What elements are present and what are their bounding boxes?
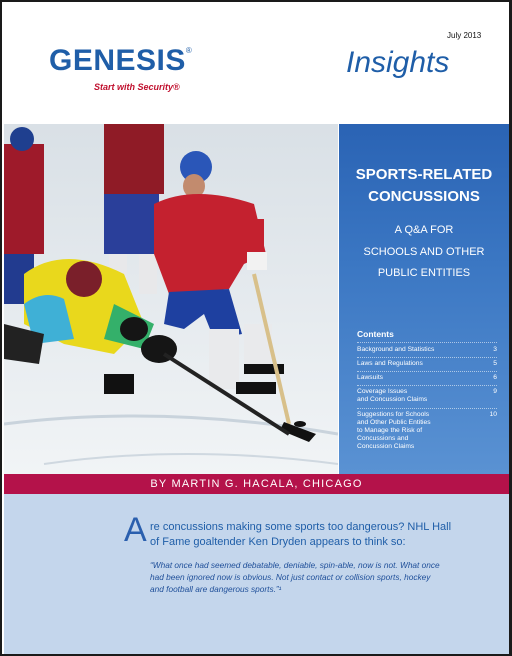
toc-item-page: 3 <box>493 346 497 353</box>
author-byline: BY MARTIN G. HACALA, CHICAGO <box>150 478 363 490</box>
toc-item[interactable] <box>357 388 497 404</box>
cover-subtitle-line-2: SCHOOLS AND OTHER <box>363 245 485 258</box>
logo-registered-mark: ® <box>185 46 192 55</box>
logo-wordmark: GENESIS <box>49 44 186 77</box>
toc-item-label: Lawsuits <box>357 374 384 381</box>
tagline: Start with Security® <box>94 82 180 92</box>
cover-title-line-1: SPORTS-RELATED <box>355 166 493 183</box>
toc-item-label: and Concussion Claims <box>357 396 428 403</box>
publication-title: Insights <box>346 46 450 79</box>
pull-quote: “What once had seemed debatable, deniable, spin-able, now is not. What once had been ignored now is obvious. Not just contact or collision sports, hockey and football are dangerous sports.”¹ <box>150 560 440 594</box>
cover-subtitle-line-1: A Q&A FOR <box>394 224 454 236</box>
hockey-photo <box>4 124 338 474</box>
toc-divider <box>357 357 497 358</box>
genesis-logo <box>49 46 192 76</box>
toc-item-page: 10 <box>489 411 497 418</box>
toc-divider <box>357 385 497 386</box>
byline-bar <box>4 474 509 494</box>
intro-panel <box>4 494 509 656</box>
toc-item[interactable] <box>357 360 497 368</box>
toc-item-label: Concussion Claims <box>357 443 415 450</box>
toc-item-page: 9 <box>493 388 497 395</box>
cover-panel <box>339 124 509 474</box>
cover-subtitle <box>339 220 509 285</box>
cover-subtitle-line-3: PUBLIC ENTITIES <box>377 267 471 279</box>
toc-divider <box>357 342 497 343</box>
intro-line-2: of Fame goaltender Ken Dryden appears to think so: <box>150 536 406 548</box>
toc-divider <box>357 408 497 409</box>
cover-title <box>339 164 509 208</box>
toc-item-label: and Other Public Entities <box>357 419 431 426</box>
toc-item[interactable] <box>357 346 497 354</box>
issue-date: July 2013 <box>447 31 482 40</box>
toc-item[interactable] <box>357 374 497 382</box>
masthead <box>2 2 509 122</box>
toc-item-label: Background and Statistics <box>357 346 435 353</box>
intro-line-1: re concussions making some sports too dangerous? NHL Hall <box>150 521 452 533</box>
toc-item-label: Concussions and <box>357 435 409 442</box>
toc-item-label: to Manage the Risk of <box>357 427 423 434</box>
toc-item-label: Suggestions for Schools <box>357 411 430 418</box>
toc-item-page: 5 <box>493 360 497 367</box>
toc-item-label: Laws and Regulations <box>357 360 423 367</box>
cover-title-line-2: CONCUSSIONS <box>368 188 480 205</box>
toc-divider <box>357 371 497 372</box>
toc-item-label: Coverage Issues <box>357 388 408 395</box>
contents-heading: Contents <box>357 329 394 339</box>
toc-item-page: 6 <box>493 374 497 381</box>
drop-cap: A <box>124 511 147 549</box>
toc-item[interactable] <box>357 411 497 451</box>
